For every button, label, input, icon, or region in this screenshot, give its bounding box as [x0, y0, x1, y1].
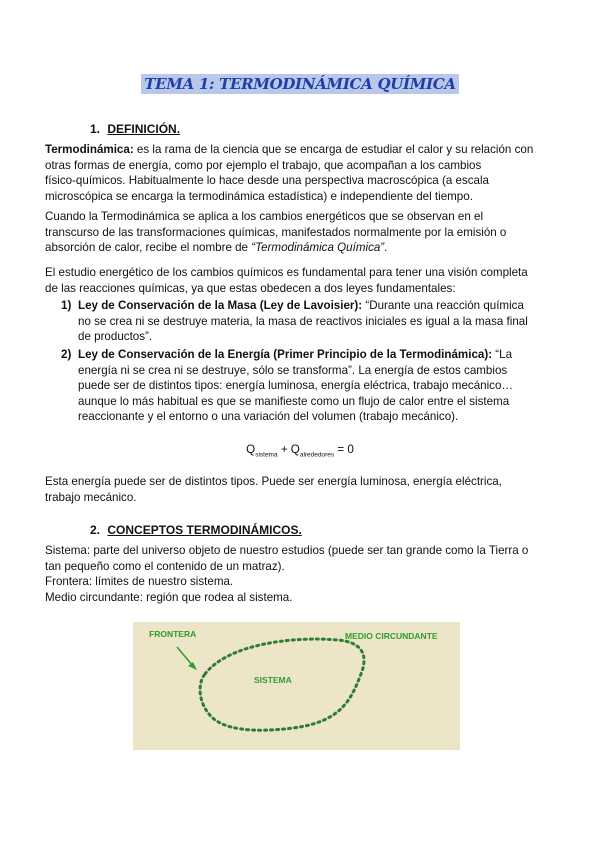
- paragraph-line: El estudio energético de los cambios químicos es fundamental para tener una visión completa: [45, 266, 528, 279]
- formula-q: Q: [246, 443, 256, 456]
- label-frontera: FRONTERA: [149, 629, 197, 639]
- energy-formula: [0, 443, 600, 458]
- section-1-heading: [90, 122, 180, 136]
- formula-sub-alrededores: alrededores: [299, 451, 335, 459]
- formula-equals: = 0: [334, 443, 354, 456]
- label-sistema: SISTEMA: [254, 675, 292, 685]
- law-line: puede ser de distintos tipos: energía luminosa, energía eléctrica, trabajo mecánico…: [78, 379, 514, 392]
- law-title: Ley de Conservación de la Masa (Ley de Lavoisier):: [78, 299, 363, 312]
- section-1-title: DEFINICIÓN.: [107, 122, 181, 136]
- concepts-paragraph: [45, 543, 560, 605]
- definition-paragraph: [45, 142, 560, 204]
- section-1-number: 1.: [90, 122, 101, 136]
- paragraph-laws-intro: [45, 265, 560, 296]
- paragraph-line: Esta energía puede ser de distintos tipos. Puede ser energía luminosa, energía eléctrica,: [45, 475, 502, 488]
- system-diagram: [133, 622, 460, 750]
- definition-line: es la rama de la ciencia que se encarga de estudiar el calor y su relación con: [133, 143, 534, 156]
- law-number: 1): [61, 299, 72, 312]
- concept-line: Frontera: límites de nuestro sistema.: [45, 575, 234, 588]
- definition-line: físico-químicos. Habitualmente lo hace desde una perspectiva macroscópica (a escala: [45, 174, 490, 187]
- section-2-heading: [90, 523, 302, 537]
- paragraph-energy-types: [45, 474, 560, 505]
- concept-line: tan pequeño como el contenido de un matraz).: [45, 559, 285, 573]
- page-title: TEMA 1: TERMODINÁMICA QUÍMICA: [141, 74, 458, 94]
- paragraph-line: trabajo mecánico.: [45, 490, 137, 504]
- term-italic: “Termodinámica Química”: [251, 241, 385, 254]
- paragraph-line: Cuando la Termodinámica se aplica a los cambios energéticos que se observan en el: [45, 210, 484, 223]
- law-line: “La: [492, 348, 513, 361]
- section-2-title: CONCEPTOS TERMODINÁMICOS.: [107, 523, 302, 537]
- label-medio-circundante: MEDIO CIRCUNDANTE: [345, 631, 438, 641]
- law-line: reaccionante y el entorno o una variación del volumen (trabajo mecánico).: [78, 410, 459, 423]
- law-item-energy: [61, 347, 561, 425]
- concept-line: Sistema: parte del universo objeto de nuestro estudios (puede ser tan grande como la Tierra o: [45, 544, 529, 557]
- law-line: aunque lo más habitual es que se manifieste como un flujo de calor entre el sistema: [78, 394, 510, 408]
- paragraph-line: de las reacciones químicas, ya que estas obedecen a dos leyes fundamentales:: [45, 281, 456, 295]
- law-line: no se crea ni se destruye materia, la masa de reactivos iniciales es igual a la masa final: [78, 314, 528, 328]
- law-line: de productos”.: [78, 330, 153, 343]
- law-item-mass: [61, 298, 561, 345]
- formula-sub-sistema: sistema: [255, 451, 278, 459]
- concept-line: Medio circundante: región que rodea al sistema.: [45, 590, 293, 604]
- law-number: 2): [61, 348, 72, 361]
- paragraph-line: transcurso de las transformaciones químicas, manifestados normalmente por la emisión o: [45, 225, 507, 239]
- section-2-number: 2.: [90, 523, 101, 537]
- definition-term: Termodinámica:: [45, 143, 134, 156]
- definition-line: microscópica se encarga la termodinámica estadística) e independiente del tiempo.: [45, 189, 473, 203]
- definition-line: otras formas de energía, como por ejemplo el trabajo, que acompañan a los cambios: [45, 158, 482, 172]
- formula-plus-q: + Q: [277, 443, 300, 456]
- paragraph-line: absorción de calor, recibe el nombre de: [45, 241, 252, 254]
- paragraph-thermochemistry: [45, 209, 560, 256]
- diagram-background: [133, 622, 460, 750]
- law-line: energía ni se crea ni se destruye, sólo se transforma”. La energía de estos cambios: [78, 363, 508, 377]
- law-line: “Durante una reacción química: [362, 299, 524, 312]
- law-title: Ley de Conservación de la Energía (Primer Principio de la Termodinámica):: [78, 348, 493, 361]
- paragraph-end: .: [384, 241, 388, 254]
